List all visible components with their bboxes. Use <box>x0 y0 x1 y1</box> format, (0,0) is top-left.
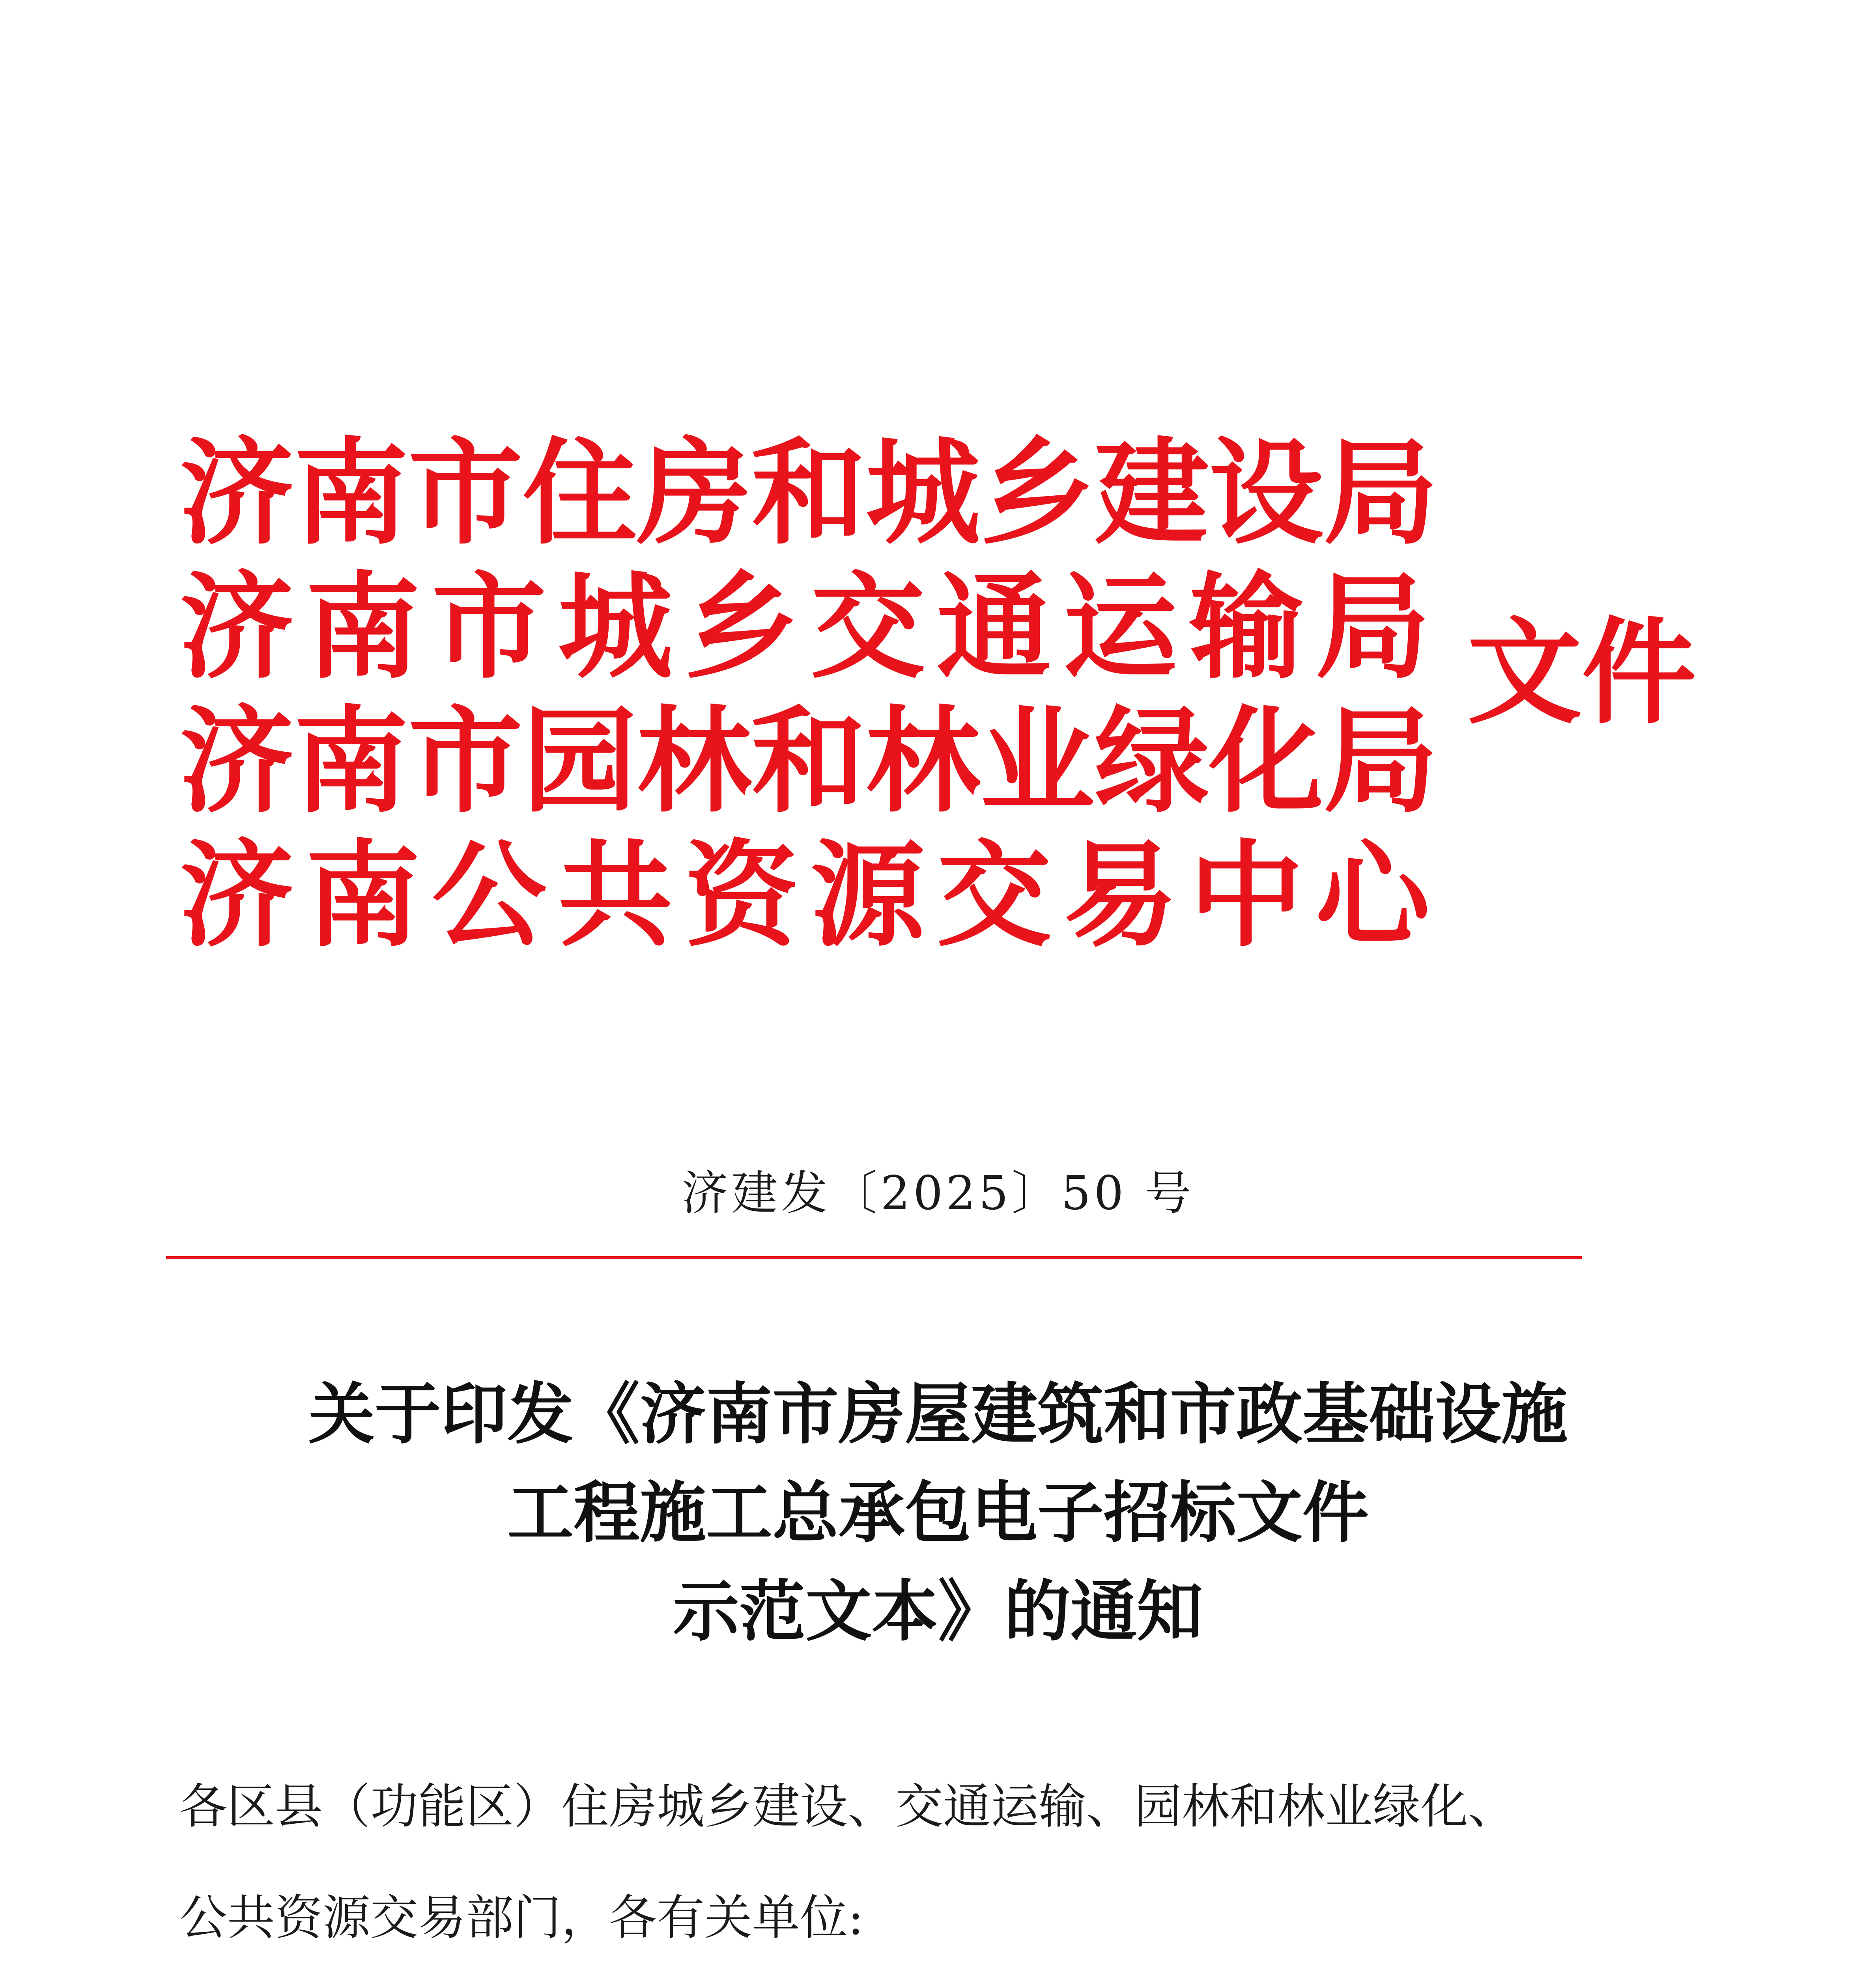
issuer-char: 林 <box>637 694 751 828</box>
title-line-2: 工程施工总承包电子招标文件 <box>507 1473 1369 1552</box>
issuer-char: 绿 <box>1095 694 1209 828</box>
issuer-char: 源 <box>811 828 925 962</box>
issuer-char: 和 <box>751 426 866 560</box>
issuer-char: 市 <box>408 426 523 560</box>
body-line-2: 公共资源交易部门，各有关单位: <box>179 1890 864 1946</box>
issuer-char: 局 <box>1315 560 1430 694</box>
issuer-char: 和 <box>751 694 866 828</box>
issuer-char: 交 <box>937 828 1051 962</box>
issuer-char: 济 <box>179 560 294 694</box>
issuer-char: 南 <box>294 694 408 828</box>
issuer-char: 共 <box>558 828 673 962</box>
issuer-char: 城 <box>866 426 980 560</box>
issuer-char: 市 <box>408 694 523 828</box>
issuer-char: 济 <box>179 426 294 560</box>
issuer-char: 输 <box>1189 560 1304 694</box>
issuer-line-1 <box>179 426 1438 560</box>
title-line-1: 关于印发《济南市房屋建筑和市政基础设施 <box>308 1375 1568 1453</box>
issuer-char: 资 <box>684 828 799 962</box>
issuer-char: 易 <box>1063 828 1177 962</box>
issuer-char: 房 <box>637 426 751 560</box>
issuer-char: 乡 <box>684 560 799 694</box>
issuer-char: 设 <box>1209 426 1323 560</box>
issuer-char: 住 <box>523 426 637 560</box>
issuer-char: 业 <box>980 694 1095 828</box>
issuer-char: 运 <box>1063 560 1177 694</box>
issuer-char: 济 <box>179 828 294 962</box>
issuer-char: 林 <box>866 694 980 828</box>
body-line-1: 各区县（功能区）住房城乡建设、交通运输、园林和林业绿化、 <box>179 1779 1516 1834</box>
issuer-char: 中 <box>1189 828 1304 962</box>
issuer-char: 局 <box>1323 694 1438 828</box>
issuer-line-4 <box>179 828 1430 962</box>
issuer-char: 局 <box>1323 426 1438 560</box>
document-number: 济建发〔2025〕50 号 <box>682 1166 1194 1220</box>
issuer-char: 建 <box>1095 426 1209 560</box>
document-suffix: 文件 <box>1467 605 1696 740</box>
issuer-char: 南 <box>306 560 420 694</box>
issuer-char: 城 <box>558 560 673 694</box>
title-line-3: 示范文本》的通知 <box>673 1572 1203 1650</box>
issuer-char: 济 <box>179 694 294 828</box>
issuer-line-3 <box>179 694 1438 828</box>
issuer-char: 通 <box>937 560 1051 694</box>
issuer-char: 南 <box>294 426 408 560</box>
issuer-char: 市 <box>432 560 546 694</box>
issuer-line-2 <box>179 560 1430 694</box>
issuer-char: 乡 <box>980 426 1095 560</box>
document-title <box>118 1365 1758 1660</box>
issuer-char: 心 <box>1315 828 1430 962</box>
issuer-char: 化 <box>1209 694 1323 828</box>
document-body <box>179 1751 1596 1972</box>
issuer-char: 南 <box>306 828 420 962</box>
issuer-char: 园 <box>523 694 637 828</box>
issuer-char: 公 <box>432 828 546 962</box>
issuer-char: 交 <box>811 560 925 694</box>
issuing-agencies <box>179 426 1438 962</box>
red-divider <box>166 1256 1582 1259</box>
